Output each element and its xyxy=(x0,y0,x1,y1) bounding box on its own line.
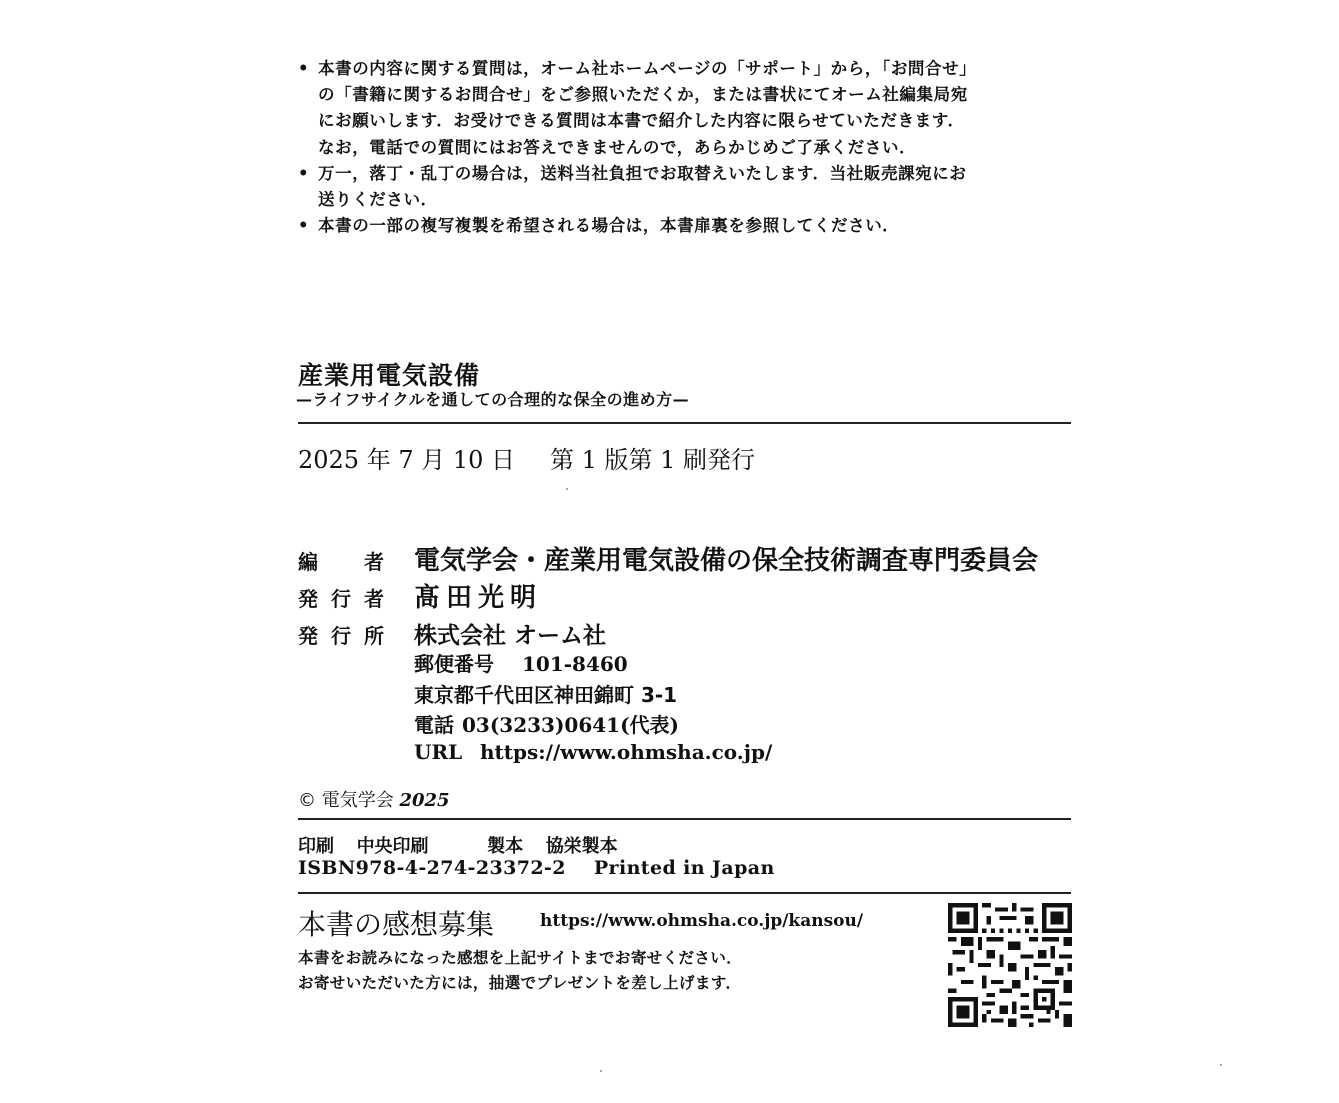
survey-title: 本書の感想募集 xyxy=(298,908,495,941)
printing-info: 第 1 版第 1 刷発行 xyxy=(550,446,756,474)
label-char: 発 xyxy=(298,587,318,611)
paper-speck xyxy=(566,488,568,490)
paper-speck xyxy=(1220,1064,1222,1066)
divider xyxy=(298,422,1071,424)
note-line: なお，電話での質問にはお答えできませんので，あらかじめご了承ください． xyxy=(318,137,917,157)
survey-line: お寄せいただいた方には，抽選でプレゼントを差し上げます． xyxy=(298,974,742,992)
notes-list xyxy=(298,56,1088,239)
copyright-holder: © 電気学会 xyxy=(298,790,394,811)
note-line: • 万一，落丁・乱丁の場合は，送料当社負担でお取替えいたします．当社販売課宛にお xyxy=(318,163,967,183)
survey-text xyxy=(298,946,742,996)
survey-line: 本書をお読みになった感想を上記サイトまでお寄せください． xyxy=(298,949,743,967)
copyright xyxy=(298,786,450,812)
postal-line xyxy=(414,648,772,679)
label-char: 者 xyxy=(364,550,384,574)
phone-line xyxy=(414,709,772,740)
note-line: • 本書の一部の複写複製を希望される場合は，本書扉裏を参照してください． xyxy=(318,216,900,236)
label-char: 編 xyxy=(298,550,318,574)
note-line: 送りください． xyxy=(318,190,438,210)
note-line: の「書籍に関するお問合せ」をご参照いただくか，または書状にてオーム社編集局宛 xyxy=(318,85,968,105)
label-char: 者 xyxy=(364,587,384,611)
editor-label xyxy=(298,546,384,575)
survey-url[interactable]: https://www.ohmsha.co.jp/kansou/ xyxy=(540,911,864,931)
book-title: 産業用電気設備 xyxy=(298,361,481,390)
publisher-company: 株式会社 オーム社 xyxy=(414,623,607,649)
publisher-label xyxy=(298,583,384,612)
qr-code-icon[interactable] xyxy=(948,903,1072,1027)
office-label xyxy=(298,620,384,649)
phone-label: 電話 xyxy=(414,713,454,737)
print-label: 印刷 xyxy=(298,836,334,857)
printed-in: Printed in Japan xyxy=(593,857,775,879)
isbn-line xyxy=(298,857,775,879)
note-defect xyxy=(298,161,1088,213)
editor-name: 電気学会・産業用電気設備の保全技術調査専門委員会 xyxy=(414,546,1039,576)
note-copy xyxy=(298,213,1088,239)
street-address: 東京都千代田区神田錦町 3-1 xyxy=(414,682,678,707)
label-char: 所 xyxy=(364,624,384,648)
binding-label: 製本 xyxy=(487,836,524,857)
book-subtitle: —ライフサイクルを通しての合理的な保全の進め方— xyxy=(296,390,690,409)
note-inquiry xyxy=(298,56,1088,161)
divider xyxy=(298,892,1071,894)
isbn: ISBN978-4-274-23372-2 xyxy=(298,857,566,879)
url-line xyxy=(414,740,772,771)
postal-code: 101-8460 xyxy=(522,652,628,676)
edition-line xyxy=(298,440,755,475)
label-char: 行 xyxy=(331,587,351,611)
url-label: URL xyxy=(414,739,463,764)
divider xyxy=(298,818,1071,820)
paper-speck xyxy=(600,1070,602,1072)
label-char: 行 xyxy=(331,624,351,648)
printer-name: 中央印刷 xyxy=(356,836,429,857)
publisher-address xyxy=(414,648,772,770)
copyright-year: 2025 xyxy=(399,790,450,811)
publisher-person: 髙田光明 xyxy=(414,583,543,613)
binder-name: 協栄製本 xyxy=(545,836,618,857)
note-line: にお願いします．お受けできる質問は本書で紹介した内容に限らせていただきます． xyxy=(318,111,965,131)
label-char: 発 xyxy=(298,624,318,648)
publication-date: 2025 年 7 月 10 日 xyxy=(298,446,516,474)
phone-number: 03(3233)0641(代表) xyxy=(462,713,680,737)
postal-label: 郵便番号 xyxy=(414,652,494,676)
production-line xyxy=(298,832,618,858)
publisher-url[interactable]: https://www.ohmsha.co.jp/ xyxy=(480,739,773,764)
note-line: • 本書の内容に関する質問は，オーム社ホームページの「サポート」から，「お問合せ」 xyxy=(318,59,977,78)
